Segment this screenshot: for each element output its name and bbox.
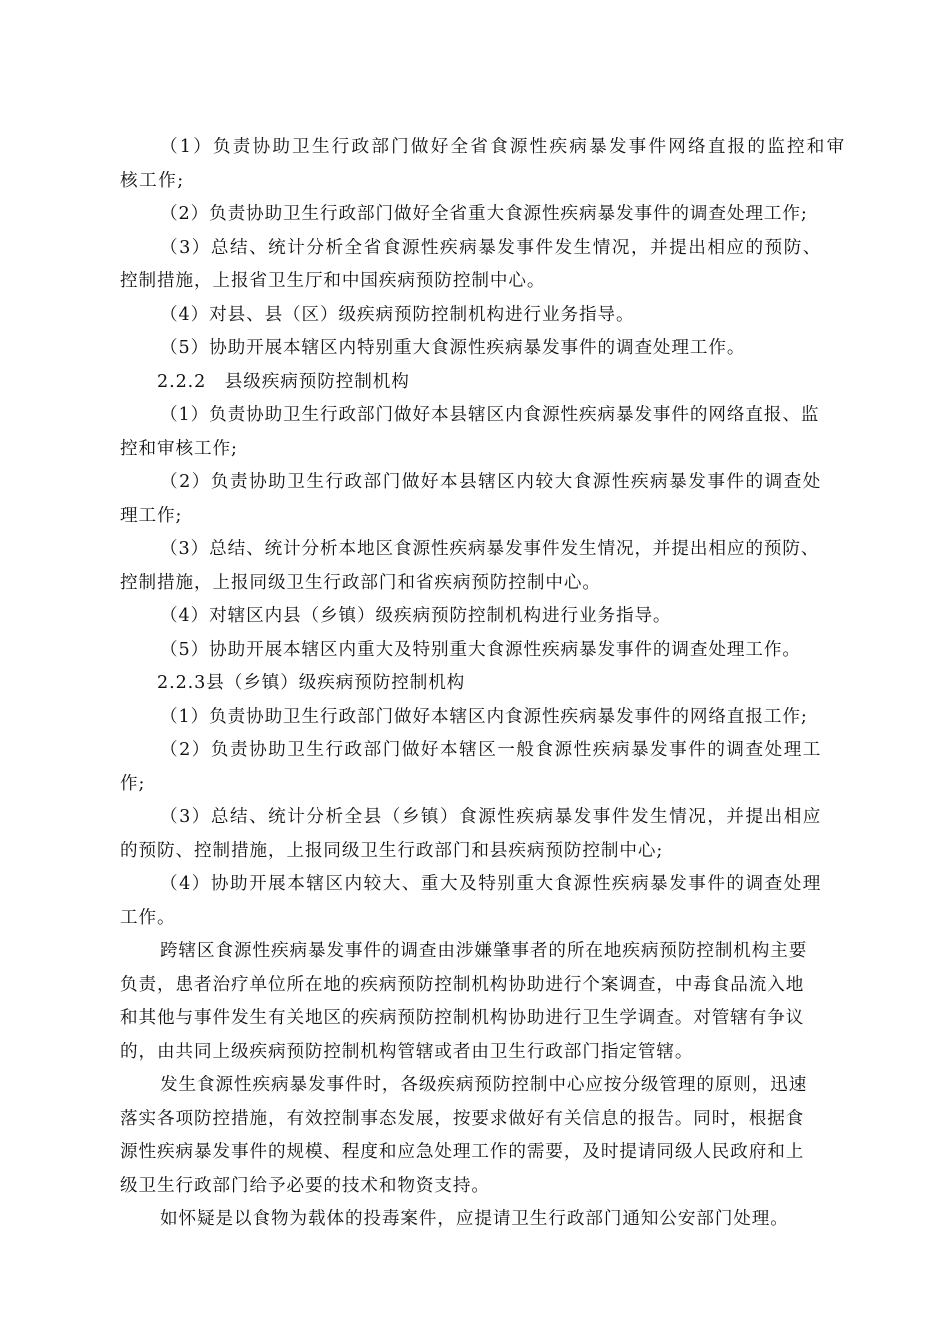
paragraph-line: 和其他与事件发生有关地区的疾病预防控制机构协助进行卫生学调查。对管辖有争议 <box>120 1008 805 1028</box>
section-heading: 2.2.2 县级疾病预防控制机构 <box>157 371 410 392</box>
paragraph-line: 的预防、控制措施，上报同级卫生行政部门和县疾病预防控制中心; <box>120 840 664 861</box>
paragraph-line: （5）协助开展本辖区内特别重大食源性疾病暴发事件的调查处理工作。 <box>160 338 746 358</box>
paragraph-line: 理工作; <box>120 505 183 526</box>
paragraph-line: （5）协助开展本辖区内重大及特别重大食源性疾病暴发事件的调查处理工作。 <box>160 639 801 660</box>
paragraph-line: 级卫生行政部门给予必要的技术和物资支持。 <box>120 1175 490 1196</box>
paragraph-line: 工作。 <box>120 907 176 928</box>
paragraph-line: 控和审核工作; <box>120 438 238 459</box>
paragraph-line: 的，由共同上级疾病预防控制机构管辖或者由卫生行政部门指定管辖。 <box>120 1041 694 1062</box>
paragraph-line: （4）对县、县（区）级疾病预防控制机构进行业务指导。 <box>160 304 635 325</box>
paragraph-line: 控制措施，上报省卫生厅和中国疾病预防控制中心。 <box>120 271 546 291</box>
paragraph-line: （1）负责协助卫生行政部门做好全省食源性疾病暴发事件网络直报的监控和审 <box>160 137 847 157</box>
paragraph-line: 负责，患者治疗单位所在地的疾病预防控制机构协助进行个案调查，中毒食品流入地 <box>120 974 805 995</box>
paragraph-line: （4）协助开展本辖区内较大、重大及特别重大食源性疾病暴发事件的调查处理 <box>160 874 822 894</box>
paragraph-line: （1）负责协助卫生行政部门做好本辖区内食源性疾病暴发事件的网络直报工作; <box>160 706 808 727</box>
paragraph-line: 控制措施，上报同级卫生行政部门和省疾病预防控制中心。 <box>120 572 601 593</box>
document-body <box>120 131 847 1237</box>
paragraph-line: （2）负责协助卫生行政部门做好本县辖区内较大食源性疾病暴发事件的调查处 <box>160 472 822 492</box>
paragraph-line: （3）总结、统计分析全县（乡镇）食源性疾病暴发事件发生情况，并提出相应 <box>160 807 822 827</box>
paragraph-line: （3）总结、统计分析全省食源性疾病暴发事件发生情况，并提出相应的预防、 <box>160 237 822 258</box>
paragraph-line: （4）对辖区内县（乡镇）级疾病预防控制机构进行业务指导。 <box>160 606 672 626</box>
paragraph-line: 源性疾病暴发事件的规模、程度和应急处理工作的需要，及时提请同级人民政府和上 <box>120 1142 805 1162</box>
paragraph-line: 落实各项防控措施，有效控制事态发展，按要求做好有关信息的报告。同时，根据食 <box>120 1108 805 1129</box>
paragraph-line: 发生食源性疾病暴发事件时，各级疾病预防控制中心应按分级管理的原则，迅速 <box>160 1075 808 1095</box>
paragraph-line: 跨辖区食源性疾病暴发事件的调查由涉嫌肇事者的所在地疾病预防控制机构主要 <box>160 941 808 961</box>
paragraph-line: 如怀疑是以食物为载体的投毒案件，应提请卫生行政部门通知公安部门处理。 <box>160 1209 789 1229</box>
paragraph-line: （1）负责协助卫生行政部门做好本县辖区内食源性疾病暴发事件的网络直报、监 <box>160 405 820 425</box>
paragraph-line: （2）负责协助卫生行政部门做好本辖区一般食源性疾病暴发事件的调查处理工 <box>160 740 822 760</box>
paragraph-line: 作; <box>120 773 146 794</box>
section-heading: 2.2.3县（乡镇）级疾病预防控制机构 <box>157 673 466 693</box>
paragraph-line: （2）负责协助卫生行政部门做好全省重大食源性疾病暴发事件的调查处理工作; <box>160 204 808 224</box>
paragraph-line: （3）总结、统计分析本地区食源性疾病暴发事件发生情况，并提出相应的预防、 <box>160 539 820 559</box>
paragraph-line: 核工作; <box>120 170 185 191</box>
